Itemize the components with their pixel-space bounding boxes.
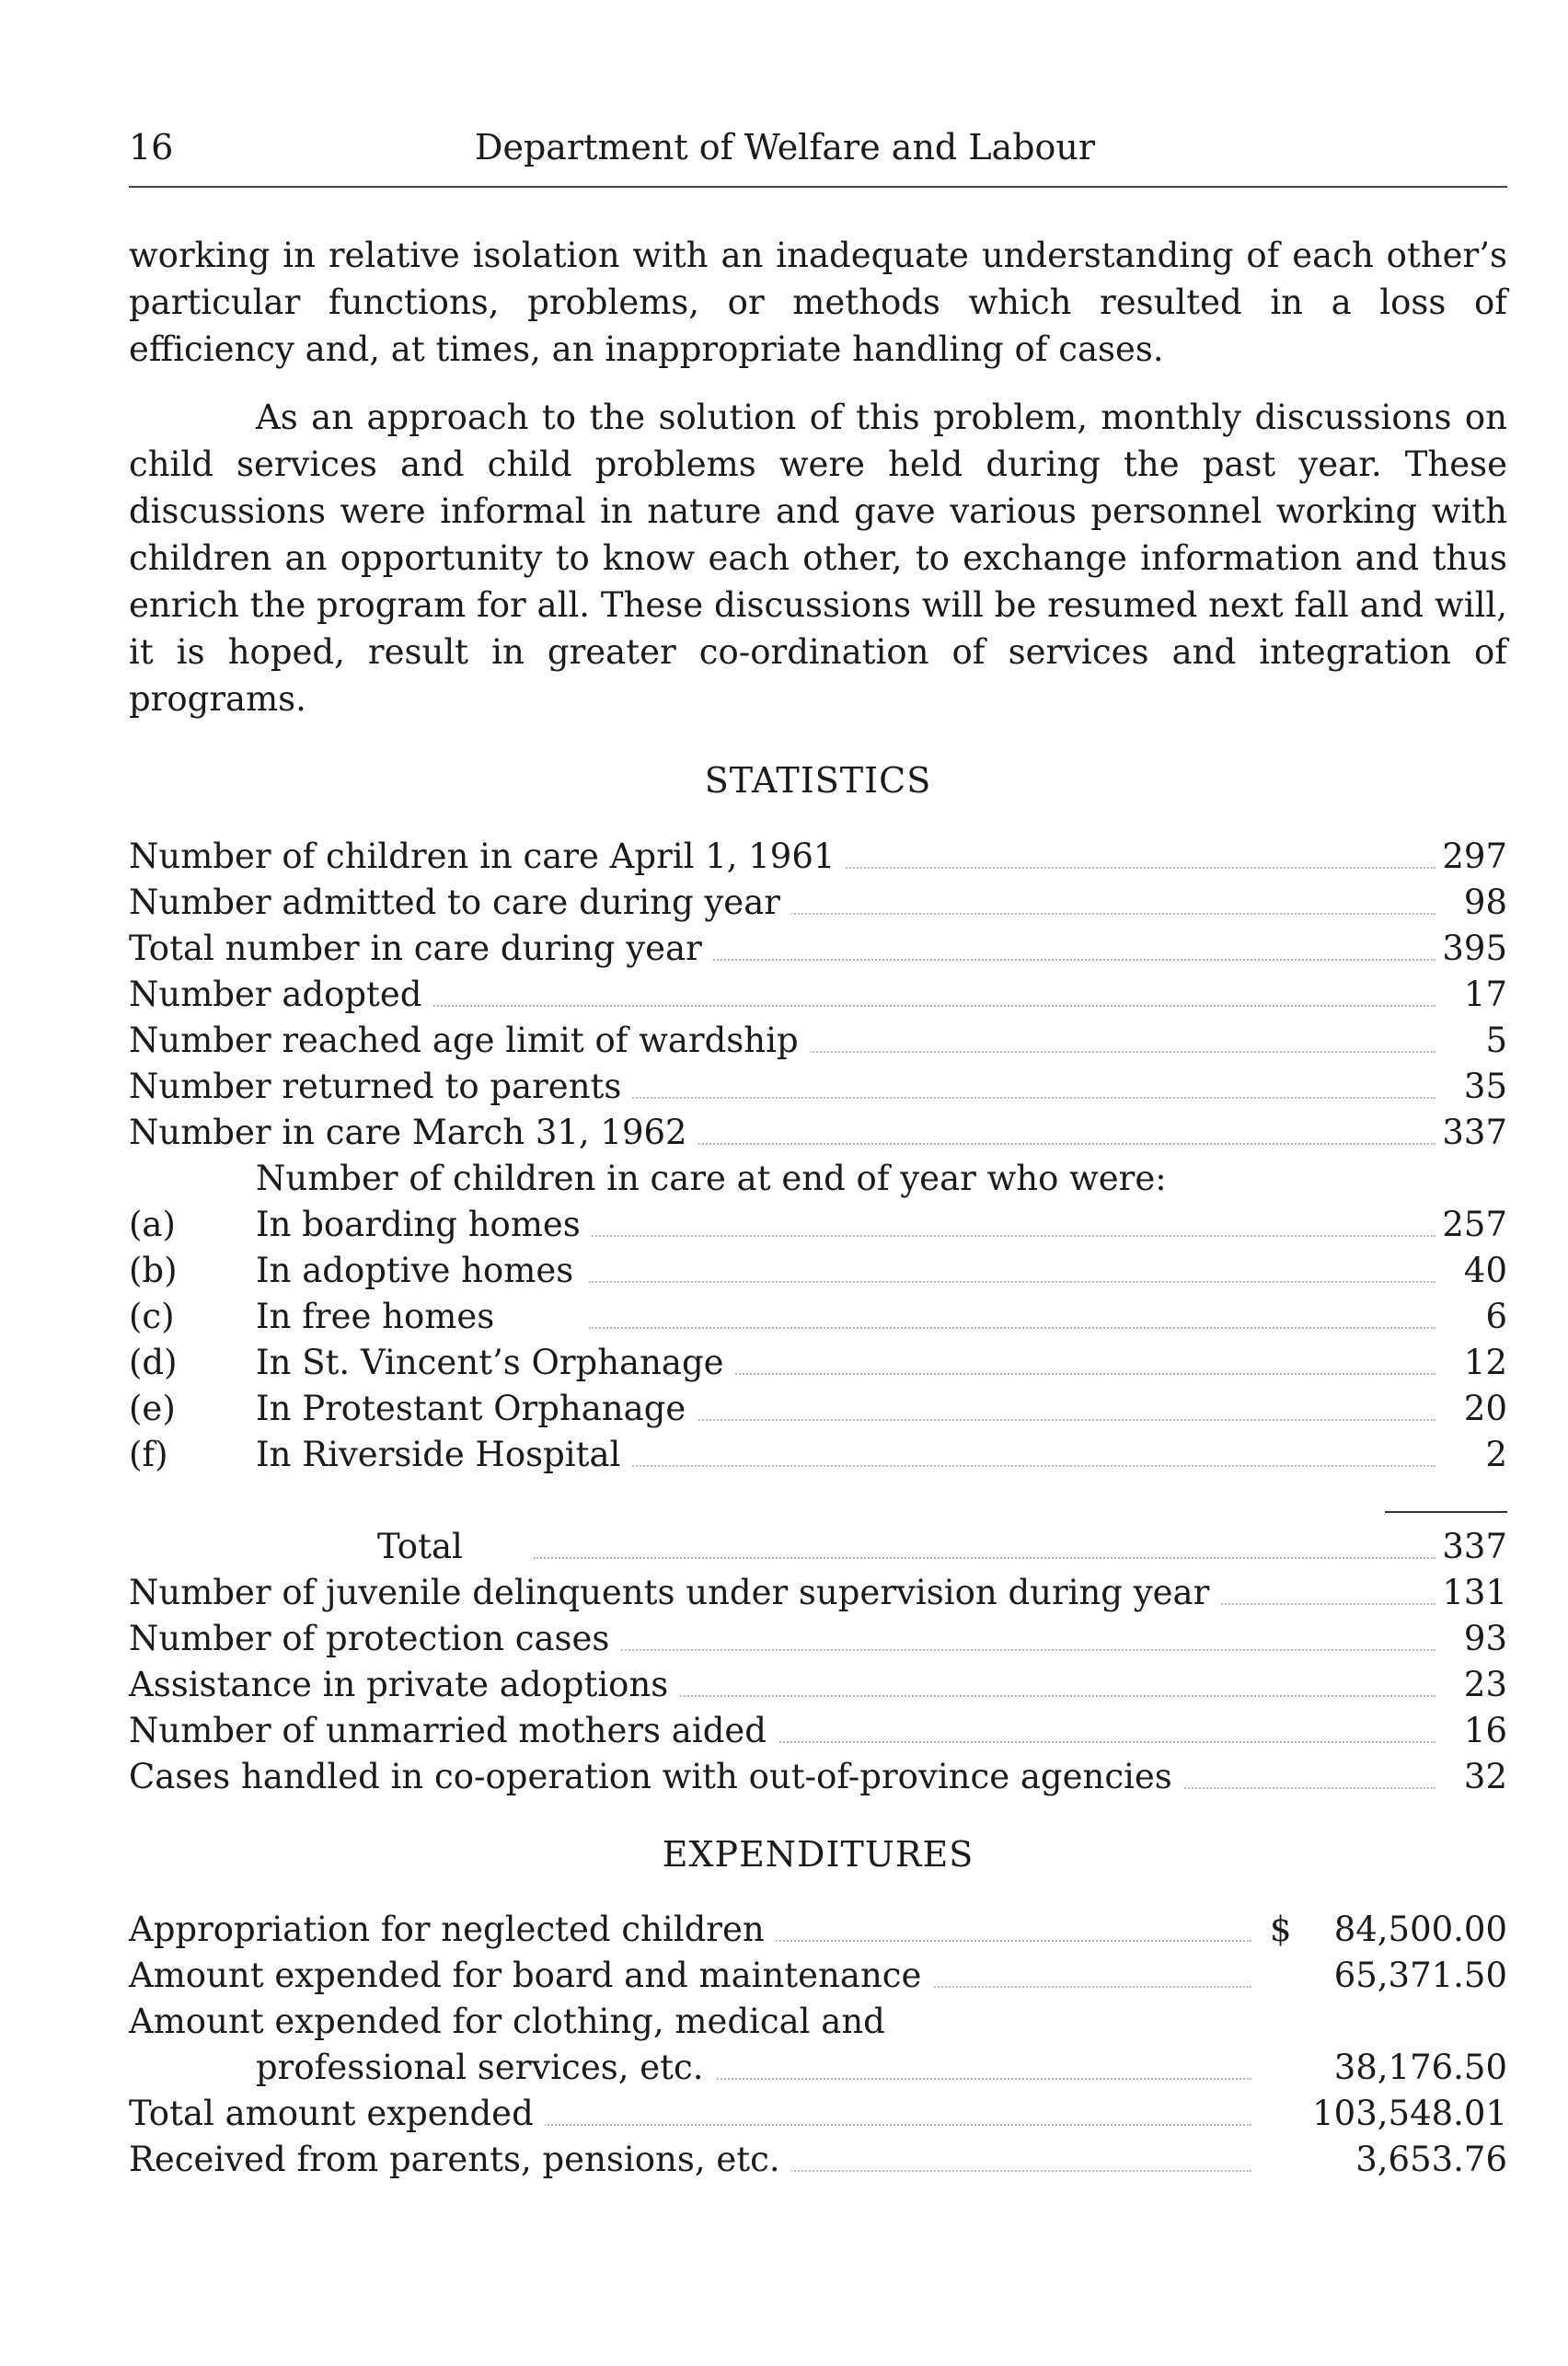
leader-dots bbox=[497, 1097, 1435, 1099]
item-marker: (a) bbox=[129, 1205, 176, 1244]
item-marker: (e) bbox=[129, 1389, 176, 1428]
expenditure-row bbox=[129, 1953, 1507, 1999]
leader-dots bbox=[589, 1465, 1435, 1467]
header-rule bbox=[129, 186, 1507, 188]
item-marker: (d) bbox=[129, 1343, 178, 1382]
stat-value: 2 bbox=[1485, 1435, 1507, 1474]
stat-value: 32 bbox=[1463, 1757, 1507, 1796]
stat-row bbox=[129, 926, 1507, 972]
leader-dots bbox=[681, 2078, 1251, 2080]
stat-label: Number of juvenile delinquents under supervision during year bbox=[129, 1570, 1220, 1616]
stat-row bbox=[129, 1570, 1507, 1616]
expenditure-amount: 3,653.76 bbox=[1355, 2140, 1507, 2179]
currency-symbol: $ bbox=[1270, 1910, 1292, 1949]
leader-dots bbox=[589, 1235, 1435, 1237]
stat-label: In free homes bbox=[256, 1294, 505, 1340]
expenditure-label: Amount expended for board and maintenance bbox=[129, 1953, 932, 1999]
stat-value: 297 bbox=[1442, 837, 1507, 876]
stat-value: 17 bbox=[1463, 975, 1507, 1014]
leader-dots bbox=[589, 1281, 1435, 1283]
stat-label: In Riverside Hospital bbox=[256, 1432, 631, 1478]
stat-label: Assistance in private adoptions bbox=[129, 1662, 679, 1708]
stat-label: Cases handled in co-operation with out-of-province agencies bbox=[129, 1754, 1183, 1800]
expenditures-heading: EXPENDITURES bbox=[662, 1834, 974, 1875]
total-value: 337 bbox=[1442, 1527, 1507, 1566]
stat-value: 395 bbox=[1442, 929, 1507, 968]
stat-label: Total number in care during year bbox=[129, 926, 713, 972]
stat-value: 16 bbox=[1463, 1711, 1507, 1750]
stat-label: Number of protection cases bbox=[129, 1616, 620, 1662]
expenditure-row bbox=[129, 2137, 1507, 2183]
leader-dots bbox=[589, 1419, 1435, 1421]
stat-sub-row bbox=[129, 1340, 1507, 1386]
stat-label: Number admitted to care during year bbox=[129, 880, 791, 926]
expenditure-label: professional services, etc. bbox=[256, 2045, 715, 2091]
stat-label: Number returned to parents bbox=[129, 1064, 632, 1110]
stat-sub-row bbox=[129, 1248, 1507, 1294]
stat-label: Number in care March 31, 1962 bbox=[129, 1110, 698, 1156]
stat-row bbox=[129, 972, 1507, 1018]
stat-label: Number of children in care April 1, 1961 bbox=[129, 834, 846, 880]
stat-sub-row bbox=[129, 1432, 1507, 1478]
stat-value: 12 bbox=[1463, 1343, 1507, 1382]
stat-label: In St. Vincent’s Orphanage bbox=[256, 1340, 735, 1386]
stat-sub-row bbox=[129, 1386, 1507, 1432]
paragraph-continuation: working in relative isolation with an inadequate understanding of each other’s particular functions, problems, or methods which resulted in a loss of efficiency and, at times, an inappropriate handling of cases. bbox=[129, 236, 1507, 369]
stat-label: In boarding homes bbox=[256, 1202, 592, 1248]
leader-dots bbox=[313, 1005, 1435, 1007]
item-marker: (c) bbox=[129, 1297, 175, 1336]
leader-dots bbox=[497, 1649, 1435, 1651]
stat-row bbox=[129, 1018, 1507, 1064]
expenditure-label: Received from parents, pensions, etc. bbox=[129, 2137, 791, 2183]
total-label: Total bbox=[377, 1524, 474, 1570]
expenditure-row bbox=[129, 1907, 1507, 1953]
item-marker: (b) bbox=[129, 1251, 178, 1290]
leader-dots bbox=[497, 2124, 1251, 2126]
stat-value: 23 bbox=[1463, 1665, 1507, 1704]
stat-value: 5 bbox=[1485, 1021, 1507, 1060]
leader-dots bbox=[589, 1327, 1435, 1329]
stat-row bbox=[129, 1708, 1507, 1754]
stat-label: In Protestant Orphanage bbox=[256, 1386, 697, 1432]
page-number: 16 bbox=[129, 127, 174, 167]
stat-row bbox=[129, 1754, 1507, 1800]
item-marker: (f) bbox=[129, 1435, 168, 1474]
expenditure-row bbox=[129, 2045, 1507, 2091]
expenditure-row bbox=[129, 2091, 1507, 2137]
expenditure-amount: 38,176.50 bbox=[1333, 2048, 1507, 2087]
stat-value: 337 bbox=[1442, 1113, 1507, 1152]
stat-label: Number of unmarried mothers aided bbox=[129, 1708, 778, 1754]
stat-sub-row bbox=[129, 1294, 1507, 1340]
expenditure-label: Total amount expended bbox=[129, 2091, 545, 2137]
expenditure-amount: 65,371.50 bbox=[1333, 1956, 1507, 1995]
stat-row bbox=[129, 880, 1507, 926]
running-title: Department of Welfare and Labour bbox=[475, 127, 1096, 167]
stat-value: 257 bbox=[1442, 1205, 1507, 1244]
total-rule bbox=[1385, 1511, 1507, 1513]
expenditure-label: Amount expended for clothing, medical and bbox=[129, 2002, 885, 2041]
stat-value: 93 bbox=[1463, 1619, 1507, 1658]
stat-row bbox=[129, 1662, 1507, 1708]
stat-subheading-row bbox=[129, 1156, 1507, 1202]
expenditure-label: Appropriation for neglected children bbox=[129, 1907, 776, 1953]
statistics-heading: STATISTICS bbox=[704, 760, 932, 801]
expenditure-row bbox=[129, 1999, 1507, 2045]
stat-value: 40 bbox=[1463, 1251, 1507, 1290]
stat-label: Number adopted bbox=[129, 972, 432, 1018]
stat-row bbox=[129, 1064, 1507, 1110]
stat-row bbox=[129, 834, 1507, 880]
stat-value: 98 bbox=[1463, 883, 1507, 922]
stat-row bbox=[129, 1110, 1507, 1156]
stat-label: In adoptive homes bbox=[256, 1248, 584, 1294]
paragraph-discussions: As an approach to the solution of this problem, monthly discussions on child services and child problems were held during the past year. These discussions were informal in nature and gave various personnel working with children an opportunity to know each other, to exchange information and thus enrich the program for all. These discussions will be resumed next fall and will, it is hoped, result in greater co-ordination of services and integration of programs. bbox=[129, 398, 1507, 719]
stat-value: 6 bbox=[1485, 1297, 1507, 1336]
page-header bbox=[129, 121, 1507, 173]
stat-subheading: Number of children in care at end of year who were: bbox=[256, 1159, 1167, 1198]
stat-value: 131 bbox=[1442, 1573, 1507, 1612]
leader-dots bbox=[534, 1557, 1435, 1559]
expenditure-amount: 103,548.01 bbox=[1312, 2094, 1507, 2133]
expenditure-amount: 84,500.00 bbox=[1333, 1910, 1507, 1949]
stat-sub-row bbox=[129, 1202, 1507, 1248]
stat-row bbox=[129, 1616, 1507, 1662]
stat-label: Number reached age limit of wardship bbox=[129, 1018, 810, 1064]
stat-value: 20 bbox=[1463, 1389, 1507, 1428]
stat-total-row bbox=[129, 1524, 1507, 1570]
stat-value: 35 bbox=[1463, 1067, 1507, 1106]
